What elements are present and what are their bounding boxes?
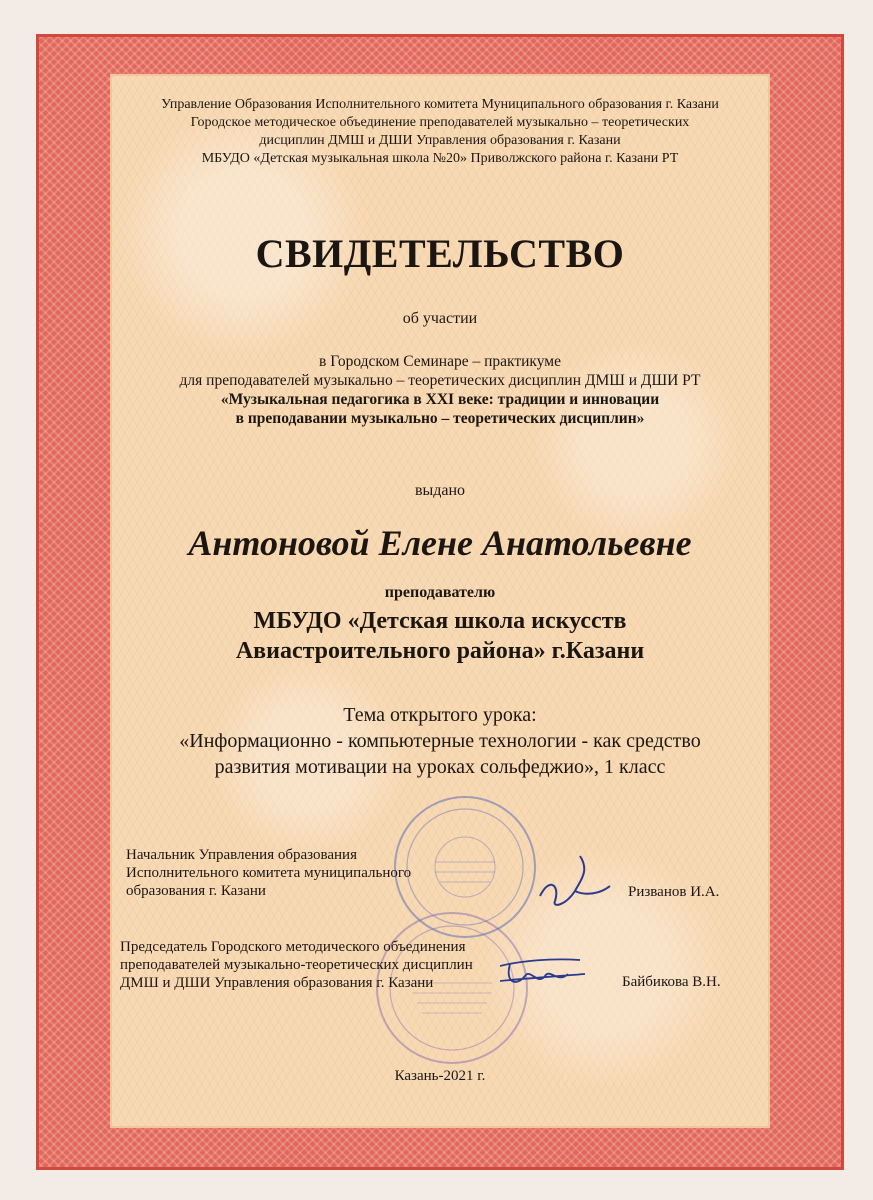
school-line: МБУДО «Детская школа искусств [253, 608, 627, 634]
signatory-title-line: преподавателей музыкально-теоретических дисциплин [120, 957, 473, 973]
topic-label: Тема открытого урока: [343, 704, 537, 726]
topic-line: развития мотивации на уроках сольфеджио», 1 класс [214, 756, 666, 778]
topic-line: «Информационно - компьютерные технологии - как средство [179, 730, 701, 752]
certificate-subtitle: об участии [402, 310, 478, 327]
header-line: МБУДО «Детская музыкальная школа №20» Приволжского района г. Казани РТ [201, 151, 679, 166]
seminar-description [112, 352, 768, 428]
header-line: Городское методическое объединение преподавателей музыкально – теоретических [190, 115, 690, 130]
header-line: Управление Образования Исполнительного комитета Муниципального образования г. Казани [161, 97, 719, 112]
signatory-title-line: Председатель Городского методического объединения [120, 939, 466, 955]
issued-label: выдано [414, 482, 466, 499]
seminar-line: в Городском Семинаре – практикуме [319, 353, 561, 370]
issuer-header [112, 96, 768, 168]
recipient-position: преподавателю [384, 584, 496, 601]
city-year: Казань-2021 г. [394, 1068, 486, 1084]
signatory-block [120, 938, 473, 992]
lesson-topic [112, 702, 768, 780]
header-line: дисциплин ДМШ и ДШИ Управления образования г. Казани [259, 133, 621, 148]
recipient-school [112, 606, 768, 666]
certificate-title: СВИДЕТЕЛЬСТВО [255, 231, 625, 276]
school-line: Авиастроительного района» г.Казани [235, 638, 645, 664]
signatory-name: Ризванов И.А. [628, 884, 720, 900]
signatory-title-line: Начальник Управления образования [126, 847, 357, 863]
signatory-title-line: ДМШ и ДШИ Управления образования г. Казани [120, 975, 434, 991]
seminar-title-line: в преподавании музыкально – теоретических дисциплин» [235, 410, 645, 427]
signatory-block [126, 846, 411, 900]
signatory-name: Байбикова В.Н. [622, 974, 721, 990]
recipient-name: Антоновой Елене Анатольевне [188, 523, 692, 563]
signatory-title-line: Исполнительного комитета муниципального [126, 865, 412, 881]
signatory-title-line: образования г. Казани [126, 883, 266, 899]
handwritten-signature-icon [520, 836, 620, 916]
handwritten-signature-icon [490, 946, 590, 996]
seminar-line: для преподавателей музыкально – теоретических дисциплин ДМШ и ДШИ РТ [179, 372, 701, 389]
seminar-title-line: «Музыкальная педагогика в XXI веке: традиции и инновации [220, 391, 660, 408]
